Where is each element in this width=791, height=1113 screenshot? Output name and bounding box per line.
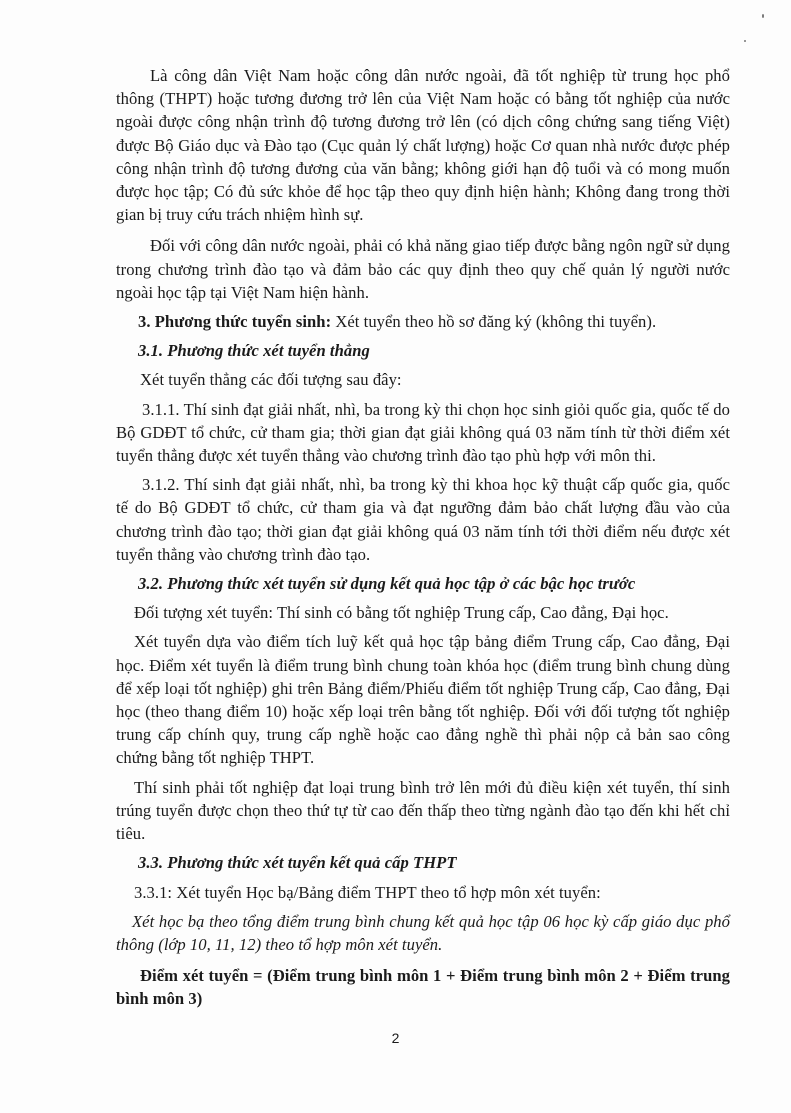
section-3-text: Xét tuyển theo hồ sơ đăng ký (không thi tuyển). xyxy=(331,312,657,332)
section-3-1-heading: 3.1. Phương thức xét tuyển thẳng xyxy=(138,341,370,361)
section-3-title: 3. Phương thức tuyển sinh: xyxy=(138,312,332,332)
section-3-1-1: 3.1.1. Thí sinh đạt giải nhất, nhì, ba trong kỳ thi chọn học sinh giỏi quốc gia, quốc tế do Bộ GDĐT tổ chức, cử tham gia; thời gian đạt giải không quá 03 năm tính từ thời điểm xét tuyển thẳng được xét tuyển thẳng vào chương trình đào tạo phù hợp với môn thi. xyxy=(116,399,730,466)
eligibility-paragraph: Là công dân Việt Nam hoặc công dân nước ngoài, đã tốt nghiệp từ trung học phổ thông (THPT) hoặc tương đương trở lên của Việt Nam hoặc có bằng tốt nghiệp của nước ngoài được công nhận trình độ tương đương trở lên (có dịch công chứng sang tiếng Việt) được Bộ Giáo dục và Đào tạo (Cục quản lý chất lượng) hoặc Cơ quan nhà nước được phép công nhận trình độ tương đương của văn bằng; không giới hạn độ tuổi và có mong muốn được học tập; Có đủ sức khỏe để học tập theo quy định hiện hành; Không đang trong thời gian bị truy cứu trách nhiệm hình sự. xyxy=(116,66,730,225)
admission-score-formula: Điểm xét tuyển = (Điểm trung bình môn 1 + Điểm trung bình môn 2 + Điểm trung bình môn 3) xyxy=(116,966,730,1009)
section-3-2-heading: 3.2. Phương thức xét tuyển sử dụng kết quả học tập ở các bậc học trước xyxy=(138,574,636,594)
section-3-2-condition: Thí sinh phải tốt nghiệp đạt loại trung bình trở lên mới đủ điều kiện xét tuyển, thí sinh trúng tuyển được chọn theo thứ tự từ cao đến thấp theo từng ngành đào tạo đến khi hết chỉ tiêu. xyxy=(116,777,730,844)
section-3-2-target: Đối tượng xét tuyển: Thí sinh có bằng tốt nghiệp Trung cấp, Cao đẳng, Đại học. xyxy=(134,603,669,623)
document-body xyxy=(116,64,730,1011)
scan-speck xyxy=(762,14,764,18)
section-3-heading xyxy=(116,310,730,333)
page-number: 2 xyxy=(391,1030,400,1046)
section-3-2-body: Xét tuyển dựa vào điểm tích luỹ kết quả học tập bảng điểm Trung cấp, Cao đẳng, Đại học. Điểm xét tuyển là điểm trung bình chung toàn khóa học (điểm trung bình chung dùng để xếp loại tốt nghiệp) ghi trên Bảng điểm/Phiếu điểm tốt nghiệp Trung cấp, Cao đẳng, Đại học (theo thang điểm 10) hoặc xếp loại trên bằng tốt nghiệp. Đối với đối tượng tốt nghiệp trung cấp chính quy, trung cấp nghề hoặc cao đẳng nghề thì phải nộp cả bản sao công chứng bằng tốt nghiệp THPT. xyxy=(116,632,730,768)
section-3-3-1: 3.3.1: Xét tuyển Học bạ/Bảng điểm THPT theo tổ hợp môn xét tuyển: xyxy=(134,882,601,902)
section-3-3-1-description: Xét học bạ theo tổng điểm trung bình chung kết quả học tập 06 học kỳ cấp giáo dục phổ thông (lớp 10, 11, 12) theo tổ hợp môn xét tuyển. xyxy=(116,911,730,954)
section-3-1-2: 3.1.2. Thí sinh đạt giải nhất, nhì, ba trong kỳ thi khoa học kỹ thuật cấp quốc gia, quốc tế do Bộ GDĐT tổ chức, cử tham gia và đạt ngưỡng đảm bảo chất lượng đầu vào của chương trình đào tạo; thời gian đạt giải không quá 03 năm tính tới thời điểm nếu được xét tuyển thẳng vào chương trình đào tạo. xyxy=(116,475,730,564)
section-3-3-heading: 3.3. Phương thức xét tuyển kết quả cấp THPT xyxy=(138,853,457,873)
foreigner-paragraph: Đối với công dân nước ngoài, phải có khả năng giao tiếp được bằng ngôn ngữ sử dụng trong chương trình đào tạo và đảm bảo các quy định theo quy chế quản lý người nước ngoài học tập tại Việt Nam hiện hành. xyxy=(116,236,730,302)
section-3-1-intro: Xét tuyển thẳng các đối tượng sau đây: xyxy=(140,370,402,390)
scan-speck xyxy=(744,40,746,42)
